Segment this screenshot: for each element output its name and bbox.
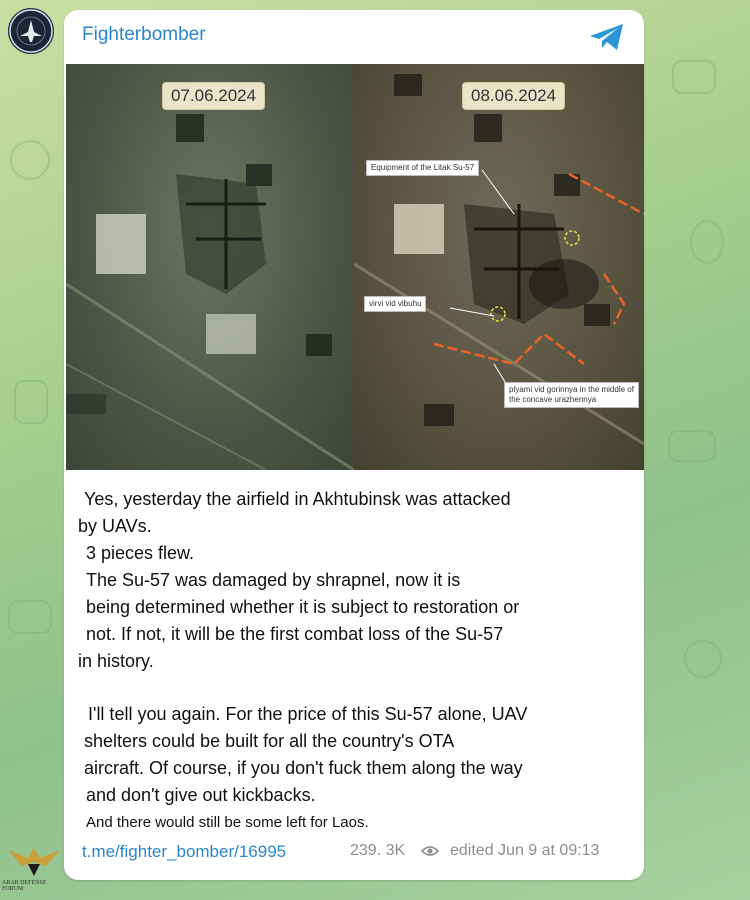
airfield-after-drawing: [354, 64, 644, 470]
message-line: not. If not, it will be the first combat loss of the Su-57: [86, 624, 504, 644]
message-line: 3 pieces flew.: [86, 543, 195, 563]
message-footer: [64, 840, 644, 866]
view-count: 239. 3K: [350, 842, 406, 859]
message-line: Yes, yesterday the airfield in Akhtubinsk was attacked: [84, 489, 511, 509]
date-label-after: 08.06.2024: [462, 82, 565, 110]
wallpaper-doodle: [14, 380, 48, 424]
message-bubble: [64, 10, 644, 880]
message-line: and don't give out kickbacks.: [86, 785, 316, 805]
satellite-comparison-image[interactable]: [66, 64, 644, 470]
message-line: The Su-57 was damaged by shrapnel, now it is: [86, 570, 461, 590]
message-line: by UAVs.: [78, 516, 152, 536]
wallpaper-doodle: [684, 640, 722, 678]
wallpaper-doodle: [8, 600, 52, 634]
satellite-panel-before: [66, 64, 354, 470]
channel-avatar[interactable]: [8, 8, 54, 54]
message-line: aircraft. Of course, if you don't fuck them along the way: [84, 758, 523, 778]
message-line: And there would still be some left for Laos.: [86, 814, 369, 831]
annotation-plyami-line1: plyami vid gorinnya in the middle of: [509, 385, 634, 394]
eye-icon: [421, 845, 439, 857]
wallpaper-doodle: [668, 430, 716, 462]
message-line: being determined whether it is subject to restoration or: [86, 597, 520, 617]
forum-watermark: [2, 840, 66, 898]
annotation-plyami-line2: the concave urazhennya: [509, 395, 597, 404]
satellite-panel-after: [354, 64, 644, 470]
fighterbomber-logo-icon: [8, 8, 54, 54]
message-line: I'll tell you again. For the price of this Su-57 alone, UAV: [88, 704, 528, 724]
annotation-equipment: Equipment of the Litak Su-57: [366, 160, 479, 176]
watermark-text: ARAB DEFENSE FORUM: [2, 880, 47, 892]
wallpaper-doodle: [690, 220, 724, 264]
message-text: [78, 486, 618, 836]
wallpaper-doodle: [672, 60, 716, 94]
airfield-before-drawing: [66, 64, 354, 470]
annotation-plyami: [504, 382, 639, 408]
channel-name[interactable]: Fighterbomber: [82, 24, 206, 45]
annotation-vibuhu: virvi vid vibuhu: [364, 296, 426, 312]
telegram-share-icon[interactable]: [588, 22, 626, 52]
edited-timestamp: edited Jun 9 at 09:13: [450, 842, 600, 859]
wallpaper-doodle: [10, 140, 50, 180]
post-link[interactable]: t.me/fighter_bomber/16995: [82, 842, 287, 861]
message-line: shelters could be built for all the country's OTA: [84, 731, 455, 751]
eagle-logo-icon: [6, 840, 62, 878]
date-label-before: 07.06.2024: [162, 82, 265, 110]
message-line: in history.: [78, 651, 154, 671]
